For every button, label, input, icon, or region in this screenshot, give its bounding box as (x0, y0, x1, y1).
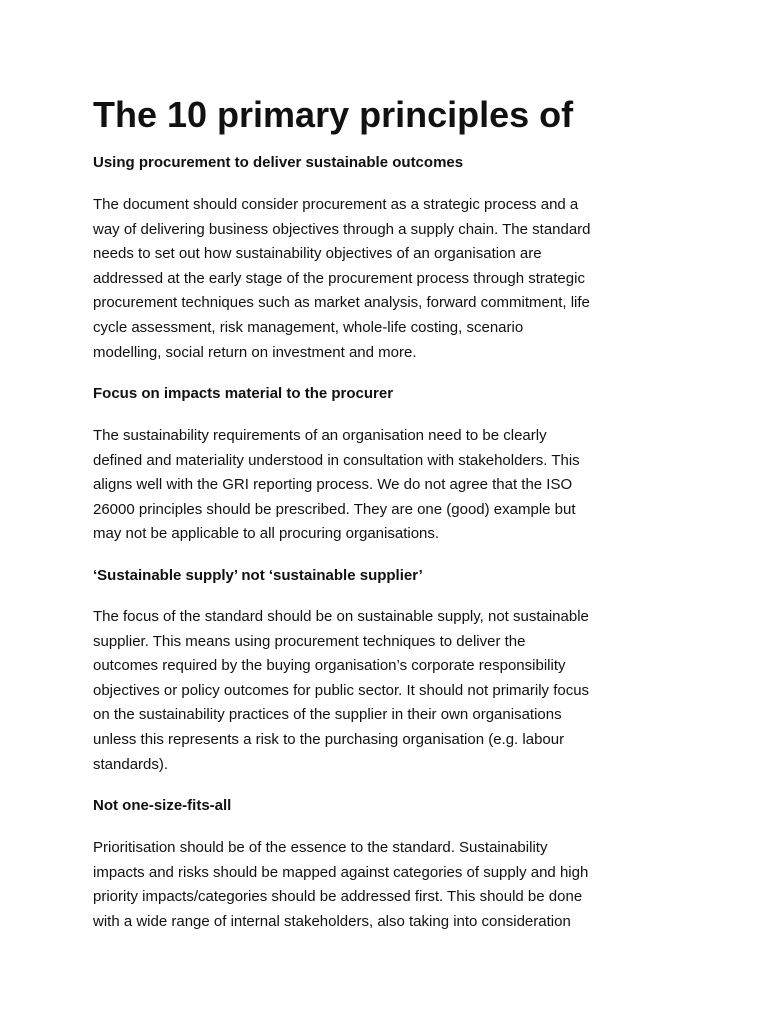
section-paragraph (93, 836, 683, 934)
section-paragraph (93, 424, 683, 547)
paragraph-line: procurement techniques such as market analysis, forward commitment, life (93, 294, 590, 312)
paragraph-line: on the sustainability practices of the supplier in their own organisations (93, 706, 562, 724)
paragraph-line: The sustainability requirements of an organisation need to be clearly (93, 427, 547, 444)
paragraph-line: aligns well with the GRI reporting process. We do not agree that the ISO (93, 476, 573, 494)
paragraph-line: cycle assessment, risk management, whole-life costing, scenario (93, 318, 524, 336)
paragraph-line: The document should consider procurement as a strategic process and a (93, 196, 579, 213)
paragraph-line: defined and materiality understood in consultation with stakeholders. This (93, 451, 580, 469)
paragraph-line: standards). (93, 755, 169, 773)
paragraph-line: priority impacts/categories should be addressed first. This should be done (93, 888, 583, 906)
paragraph-line: supplier. This means using procurement techniques to deliver the (93, 632, 526, 650)
section-heading: ‘Sustainable supply’ not ‘sustainable supplier’ (93, 567, 423, 584)
document-title: The 10 primary principles of (93, 94, 574, 135)
paragraph-line: outcomes required by the buying organisation’s corporate responsibility (93, 657, 566, 675)
paragraph-line: may not be applicable to all procuring organisations. (93, 525, 440, 543)
paragraph-line: Prioritisation should be of the essence to the standard. Sustainability (93, 839, 548, 856)
section-paragraph (93, 193, 683, 365)
paragraph-line: 26000 principles should be prescribed. They are one (good) example but (93, 500, 576, 518)
paragraph-line: needs to set out how sustainability objectives of an organisation are (93, 245, 542, 263)
section-paragraph (93, 605, 683, 777)
section-heading: Focus on impacts material to the procurer (93, 385, 394, 402)
section-heading: Not one-size-fits-all (93, 797, 232, 814)
paragraph-line: modelling, social return on investment and more. (93, 343, 417, 361)
paragraph-line: way of delivering business objectives through a supply chain. The standard (93, 220, 591, 238)
paragraph-line: impacts and risks should be mapped against categories of supply and high (93, 863, 589, 881)
section-heading: Using procurement to deliver sustainable outcomes (93, 154, 464, 171)
paragraph-line: unless this represents a risk to the purchasing organisation (e.g. labour (93, 730, 565, 748)
paragraph-line: objectives or policy outcomes for public sector. It should not primarily focus (93, 681, 590, 699)
paragraph-line: The focus of the standard should be on sustainable supply, not sustainable (93, 608, 589, 625)
paragraph-line: addressed at the early stage of the procurement process through strategic (93, 269, 585, 287)
paragraph-line: with a wide range of internal stakeholders, also taking into consideration (93, 912, 571, 930)
